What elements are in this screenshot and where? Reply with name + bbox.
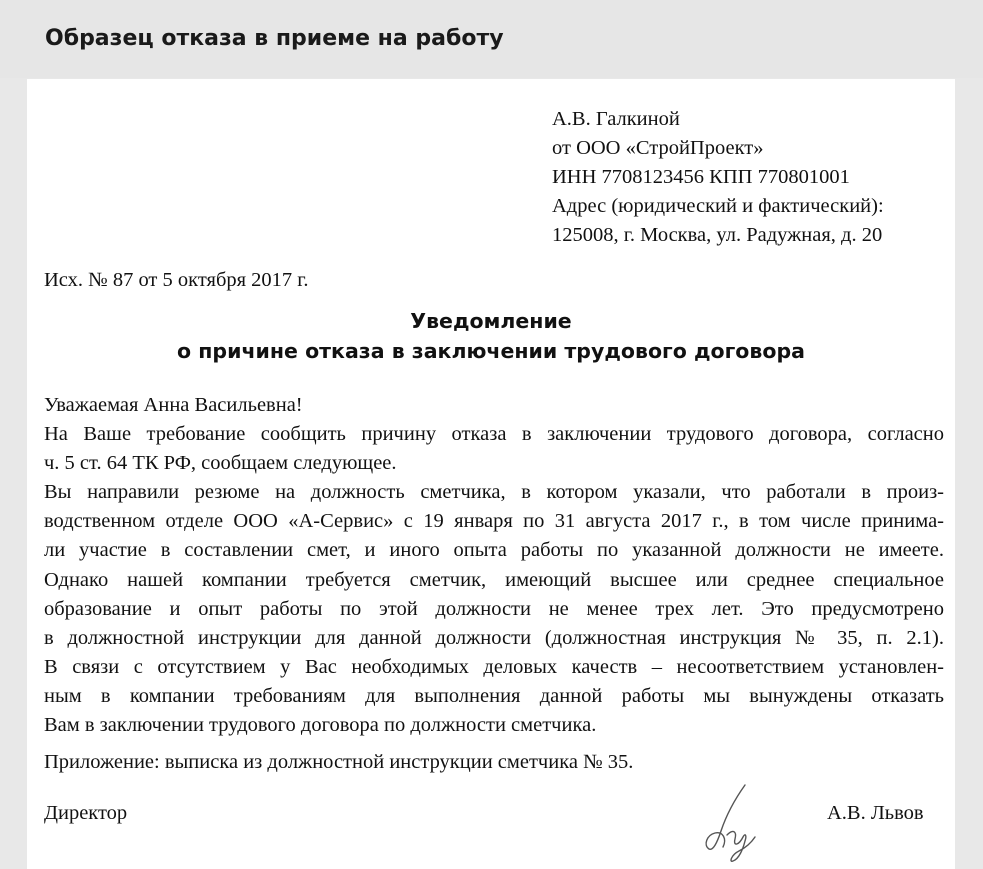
addressee-line: Адрес (юридический и фактический): — [552, 195, 884, 217]
body-line: ным в компании требованиям для выполнения данной работы мы вынуждены отказать — [44, 684, 944, 707]
body-line: образование и опыт работы по этой должности не менее трех лет. Это предусмотрено — [44, 597, 944, 620]
page-header — [0, 0, 983, 78]
greeting: Уважаемая Анна Васильевна! — [44, 394, 303, 416]
document-sheet — [27, 79, 955, 869]
body-line: в должностной инструкции для данной должности (должностная инструкция № 35, п. 2.1). — [44, 626, 944, 649]
addressee-line: от ООО «СтройПроект» — [552, 137, 764, 159]
signer-name: А.В. Львов — [827, 802, 924, 824]
addressee-line: ИНН 7708123456 КПП 770801001 — [552, 166, 850, 188]
page-title: Образец отказа в приеме на работу — [45, 26, 504, 51]
signer-role: Директор — [44, 802, 128, 824]
body-line: Однако нашей компании требуется сметчик, имеющий высшее или среднее специальное — [44, 568, 944, 591]
body-line: Вы направили резюме на должность сметчика, в котором указали, что работали в произ- — [44, 481, 944, 504]
document-title: Уведомление — [410, 309, 572, 333]
body-line: На Ваше требование сообщить причину отказа в заключении трудового договора, согласно — [44, 423, 944, 446]
body-line: Вам в заключении трудового договора по должности сметчика. — [44, 714, 597, 737]
outgoing-reference: Исх. № 87 от 5 октября 2017 г. — [44, 269, 309, 291]
handwritten-signature-icon — [687, 779, 777, 869]
appendix-note: Приложение: выписка из должностной инструкции сметчика № 35. — [44, 751, 634, 773]
addressee-block — [552, 105, 884, 250]
body-line: ли участие в составлении смет, и иного опыта работы по указанной должности не имеете. — [44, 539, 944, 562]
body-line: ч. 5 ст. 64 ТК РФ, сообщаем следующее. — [44, 452, 397, 475]
addressee-line: 125008, г. Москва, ул. Радужная, д. 20 — [552, 224, 883, 246]
body-line: водственном отделе ООО «А-Сервис» с 19 января по 31 августа 2017 г., в том числе принима- — [44, 510, 944, 533]
addressee-line: А.В. Галкиной — [552, 108, 680, 130]
document-subtitle: о причине отказа в заключении трудового договора — [177, 339, 805, 363]
letter-body — [44, 391, 944, 740]
body-line: В связи с отсутствием у Вас необходимых деловых качеств – несоответствием установлен- — [44, 655, 944, 678]
